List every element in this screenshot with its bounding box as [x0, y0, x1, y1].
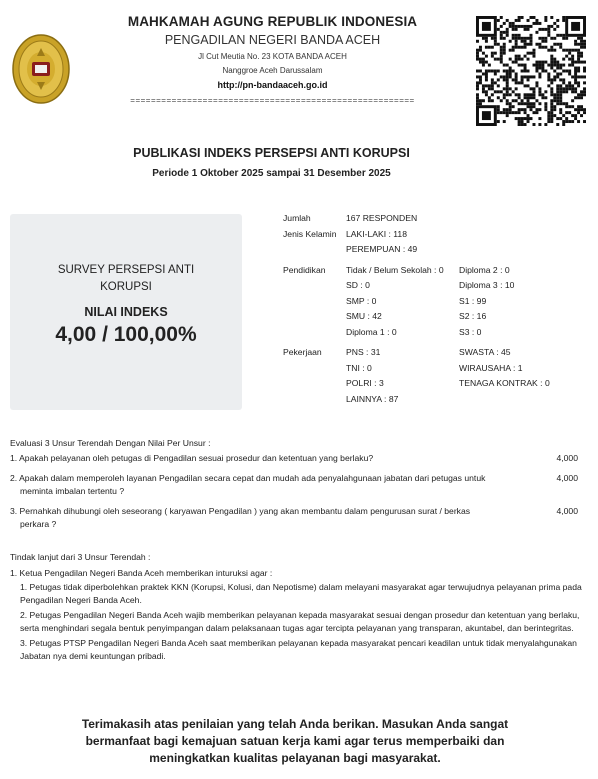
evaluation-item-score: 4,000 — [556, 506, 578, 516]
evaluation-item-text: 1. Apakah pelayanan oleh petugas di Pengadilan sesuai prosedur dan ketentuan yang berlaku? — [10, 452, 374, 463]
stats-row-edu — [283, 311, 593, 327]
followup-point: 3. Petugas PTSP Pengadilan Negeri Banda Aceh saat memberikan pelayanan kepada masyarakat pencari keadilan untuk tidak menyalahgunakan Jabatan nya demi keuntungan pribadi. — [20, 638, 577, 661]
evaluation-item — [10, 505, 580, 530]
stats-row-edu — [283, 327, 593, 343]
occupation-item: POLRI : 3 — [346, 378, 384, 388]
education-item: SD : 0 — [346, 280, 370, 290]
evaluation-item-text: 3. Pernahkah dihubungi oleh seseorang ( karyawan Pengadilan ) yang akan membantu dalam pengurusan surat / berkas — [10, 506, 471, 516]
followup-heading: Tindak lanjut dari 3 Unsur Terendah : — [10, 552, 151, 562]
stats-row-job — [283, 394, 593, 410]
gender-female: PEREMPUAN : 49 — [346, 244, 418, 254]
education-item: S3 : 0 — [459, 326, 482, 337]
education-item: Diploma 1 : 0 — [346, 326, 397, 337]
letterhead — [100, 14, 445, 105]
index-value-label: NILAI INDEKS — [84, 305, 168, 319]
index-value: 4,00 / 100,00% — [55, 323, 197, 346]
stats-row-gender-2 — [283, 244, 593, 260]
education-item: Diploma 3 : 10 — [459, 280, 515, 290]
stats-row-job — [283, 347, 593, 363]
header-divider: ======================================================= — [130, 96, 415, 105]
education-item: SMP : 0 — [346, 295, 377, 306]
occupation-item: LAINNYA : 87 — [346, 393, 399, 404]
followup-point: 2. Petugas Pengadilan Negeri Banda Aceh wajib memberikan pelayanan kepada masyarakat sesuai dengan prosedur dan ketentuan yang berlaku, serta menghindari segala bentuk penyimpangan dalam pelaksanaan tugas agar tercipta pelayanan yang transparan, akuntabel, dan berintegritas. — [20, 610, 580, 633]
occupation-label: Pekerjaan — [283, 347, 322, 357]
index-summary-card — [10, 214, 242, 410]
court-emblem-logo — [12, 34, 70, 104]
evaluation-section — [10, 437, 580, 538]
gender-label: Jenis Kelamin — [283, 228, 337, 239]
evaluation-item-text: 2. Apakah dalam memperoleh layanan Pengadilan secara cepat dan mudah ada penyalahgunaan jabatan dari petugas untuk — [10, 473, 486, 483]
followup-point: 1. Petugas tidak diperbolehkan praktek KKN (Korupsi, Kolusi, dan Nepotisme) dalam melayani masyarakat agar terwujudnya pelayanan prima pada Pengadilan Negeri Banda Aceh. — [20, 582, 582, 605]
education-item: Diploma 2 : 0 — [459, 264, 510, 275]
occupation-item: TNI : 0 — [346, 362, 372, 373]
respondent-stats — [283, 213, 593, 409]
website-link[interactable]: http://pn-bandaaceh.go.id — [217, 80, 328, 90]
publication-title: PUBLIKASI INDEKS PERSEPSI ANTI KORUPSI — [133, 146, 410, 160]
occupation-item: WIRAUSAHA : 1 — [459, 362, 523, 373]
evaluation-item-score: 4,000 — [556, 452, 578, 463]
address-line-1: Jl Cut Meutia No. 23 KOTA BANDA ACEH — [198, 52, 347, 61]
closing-message: Terimakasih atas penilaian yang telah Anda berikan. Masukan Anda sangat bermanfaat bagi kemajuan satuan kerja kami agar terus memperbaiki dan meningkatkan kualitas pelayanan bagi masyarakat. — [81, 717, 509, 765]
evaluation-item-text-cont: meminta imbalan tertentu ? — [20, 485, 125, 496]
evaluation-item-score: 4,000 — [556, 473, 578, 483]
education-item: SMU : 42 — [346, 311, 382, 321]
education-item: Tidak / Belum Sekolah : 0 — [346, 264, 444, 275]
occupation-item: PNS : 31 — [346, 347, 381, 357]
education-item: S2 : 16 — [459, 311, 487, 321]
stats-row-gender — [283, 229, 593, 245]
court-name: MAHKAMAH AGUNG REPUBLIK INDONESIA — [127, 14, 418, 29]
qr-code-icon — [476, 16, 586, 126]
survey-label: SURVEY PERSEPSI ANTI KORUPSI — [57, 264, 195, 293]
education-item: S1 : 99 — [459, 295, 487, 306]
address-line-2: Nanggroe Aceh Darussalam — [222, 66, 323, 75]
followup-section — [10, 551, 582, 665]
evaluation-item — [10, 452, 580, 465]
stats-row-edu — [283, 280, 593, 296]
occupation-item: SWASTA : 45 — [459, 347, 511, 357]
occupation-item: TENAGA KONTRAK : 0 — [459, 378, 550, 388]
stats-row-edu — [283, 296, 593, 312]
evaluation-item — [10, 472, 580, 497]
total-label: Jumlah — [283, 213, 311, 223]
evaluation-heading: Evaluasi 3 Unsur Terendah Dengan Nilai Per Unsur : — [10, 438, 211, 448]
stats-row-edu — [283, 265, 593, 281]
publication-period: Periode 1 Oktober 2025 sampai 31 Desember 2025 — [152, 168, 391, 179]
followup-lead: 1. Ketua Pengadilan Negeri Banda Aceh memberikan inturuksi agar : — [10, 567, 273, 578]
evaluation-item-text-cont: perkara ? — [20, 518, 57, 529]
court-subtitle: PENGADILAN NEGERI BANDA ACEH — [164, 33, 381, 47]
stats-row-job — [283, 363, 593, 379]
total-value: 167 RESPONDEN — [346, 213, 418, 223]
gender-male: LAKI-LAKI : 118 — [346, 228, 407, 239]
stats-row-job — [283, 378, 593, 394]
stats-row-total — [283, 213, 593, 229]
education-label: Pendidikan — [283, 264, 326, 275]
